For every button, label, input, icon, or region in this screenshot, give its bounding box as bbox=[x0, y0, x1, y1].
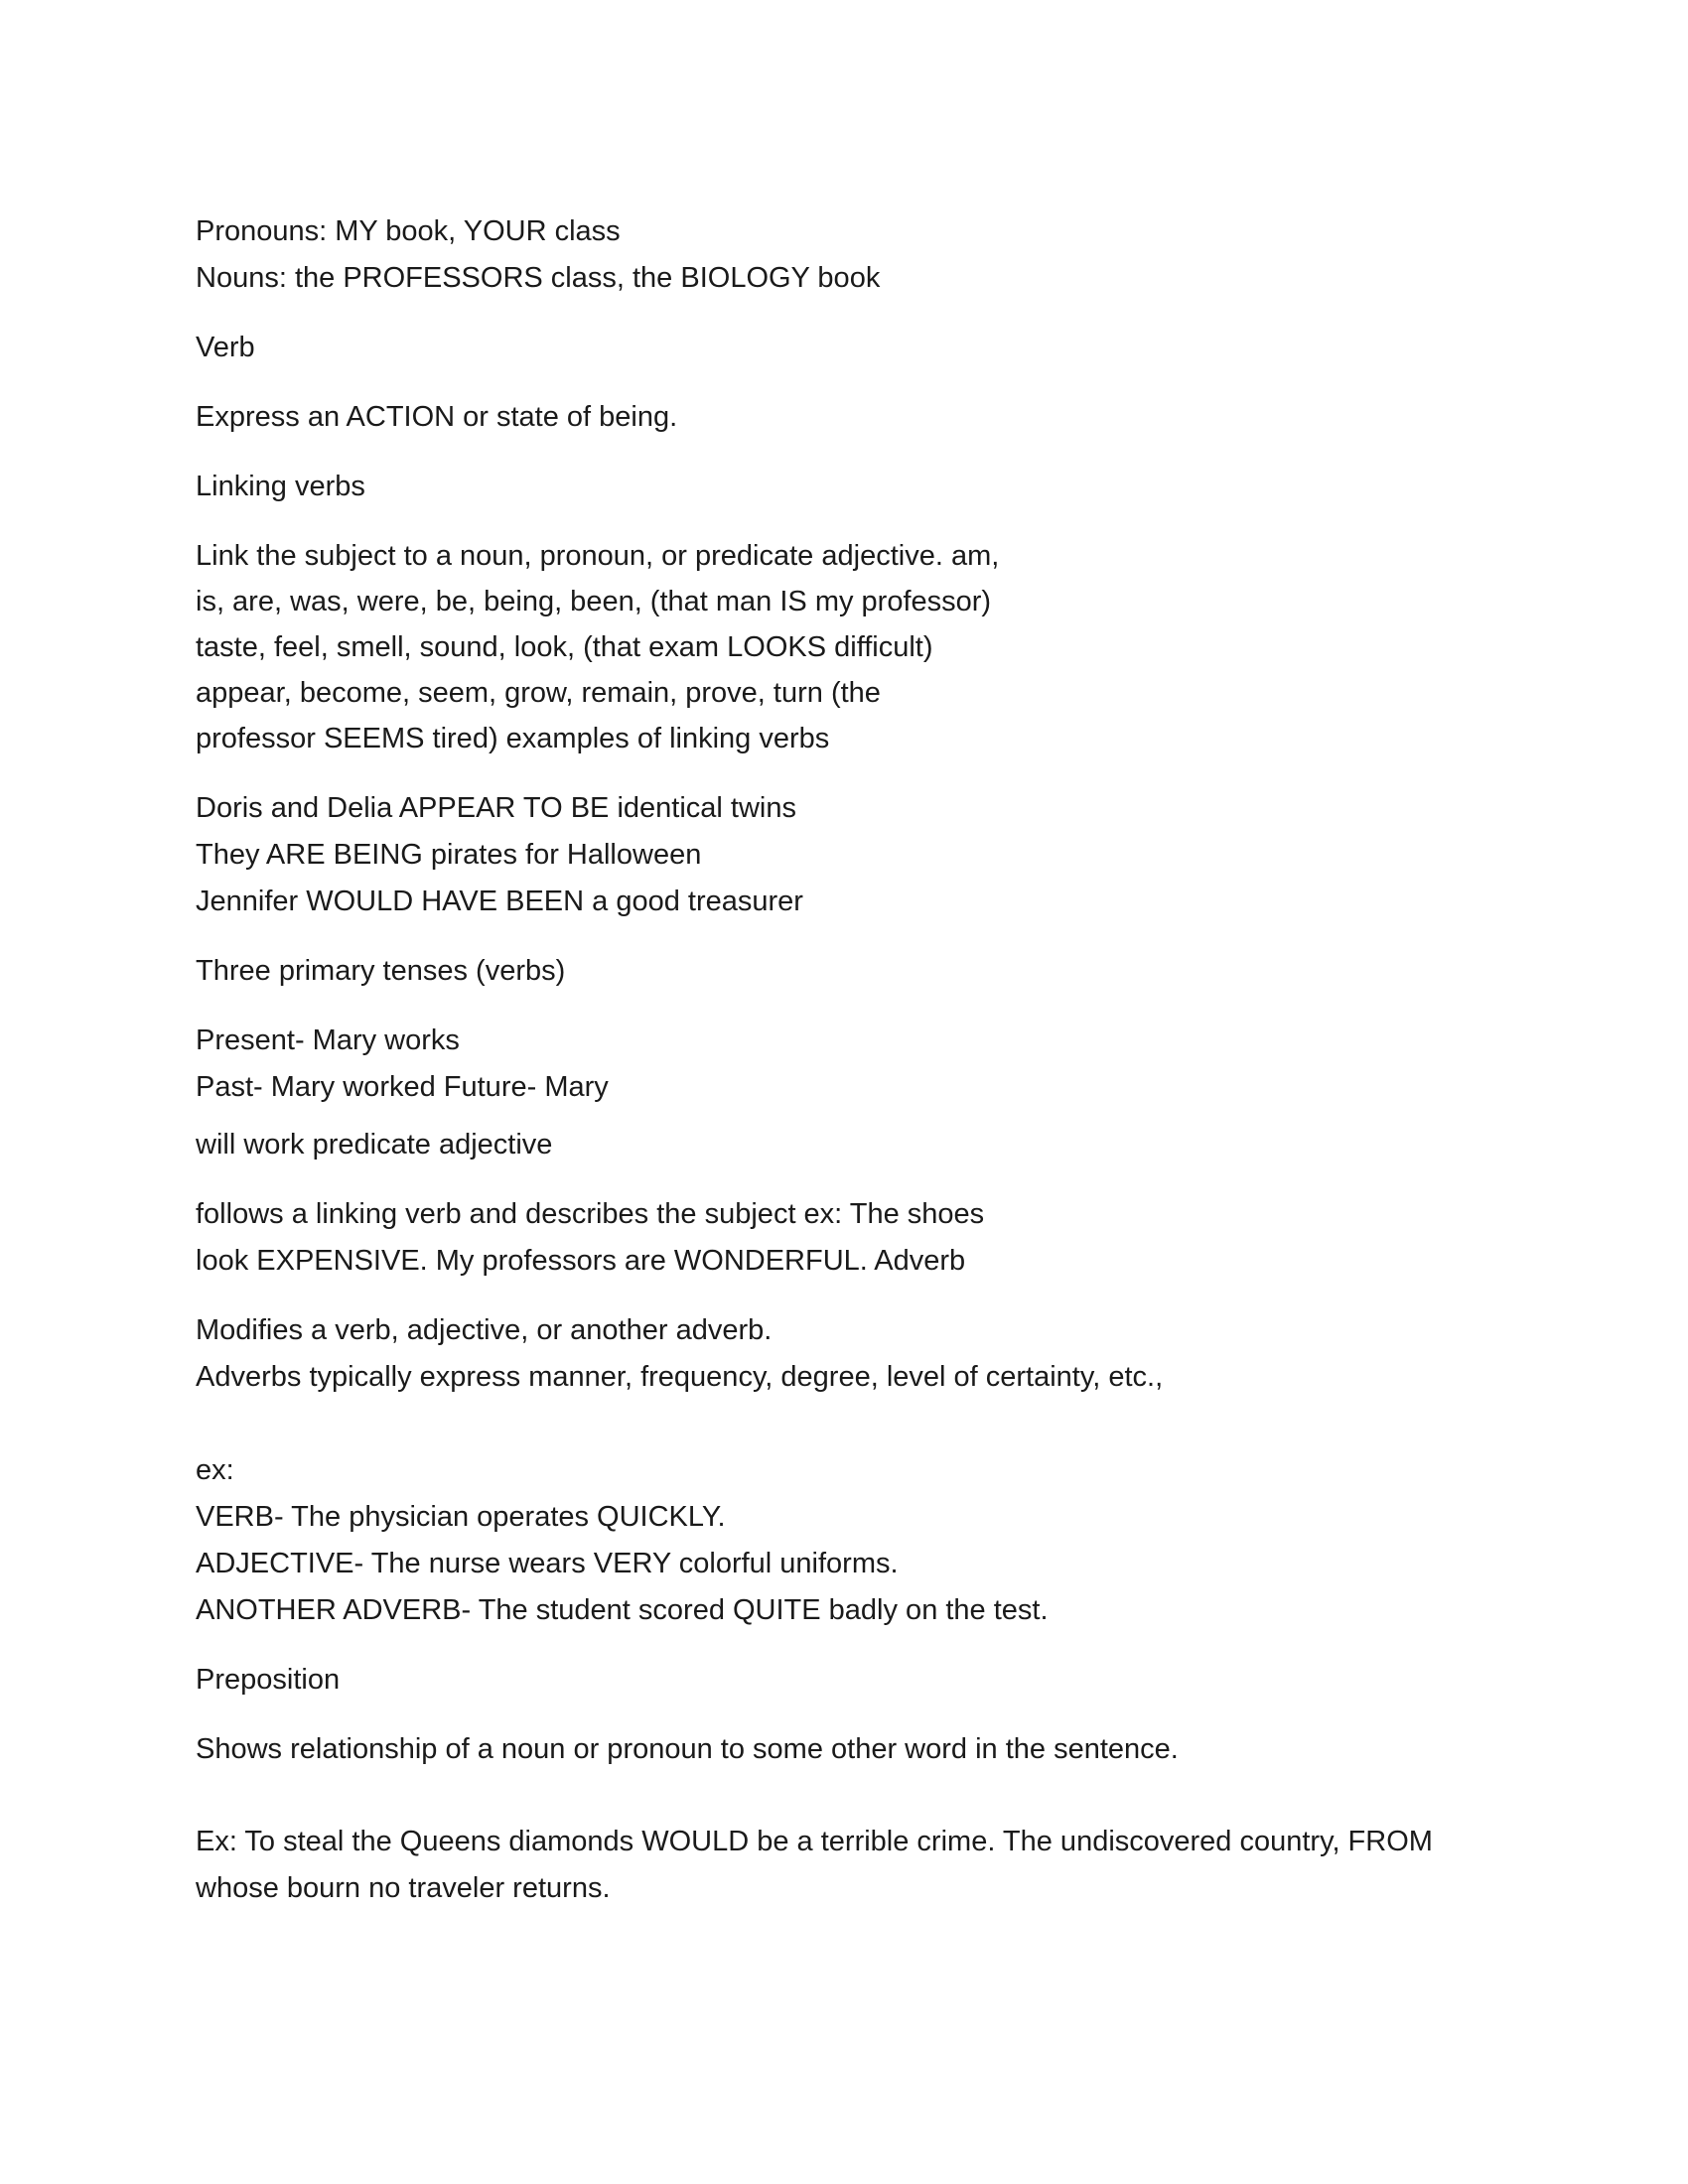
text-line: Shows relationship of a noun or pronoun to some other word in the sentence. bbox=[196, 1733, 1179, 1765]
text-line: Present- Mary works bbox=[196, 1024, 460, 1056]
text-line: Past- Mary worked Future- Mary bbox=[196, 1071, 609, 1103]
text-line: ANOTHER ADVERB- The student scored QUITE badly on the test. bbox=[196, 1594, 1049, 1626]
text-line: ex: bbox=[196, 1454, 234, 1486]
text-line: ADJECTIVE- The nurse wears VERY colorful uniforms. bbox=[196, 1548, 899, 1579]
text-line: Modifies a verb, adjective, or another adverb. bbox=[196, 1314, 773, 1346]
text-line: appear, become, seem, grow, remain, prove, turn (the bbox=[196, 677, 881, 709]
text-line: Link the subject to a noun, pronoun, or predicate adjective. am, bbox=[196, 540, 1000, 572]
text-line: look EXPENSIVE. My professors are WONDERFUL. Adverb bbox=[196, 1245, 966, 1277]
text-line: Jennifer WOULD HAVE BEEN a good treasurer bbox=[196, 886, 803, 917]
text-line: Adverbs typically express manner, frequency, degree, level of certainty, etc., bbox=[196, 1361, 1164, 1393]
section-heading-tenses: Three primary tenses (verbs) bbox=[196, 955, 566, 987]
text-line: follows a linking verb and describes the subject ex: The shoes bbox=[196, 1198, 985, 1230]
text-line: whose bourn no traveler returns. bbox=[196, 1872, 611, 1904]
text-line: Nouns: the PROFESSORS class, the BIOLOGY book bbox=[196, 262, 881, 294]
text-line: taste, feel, smell, sound, look, (that exam LOOKS difficult) bbox=[196, 631, 933, 663]
text-line: Pronouns: MY book, YOUR class bbox=[196, 215, 621, 247]
section-heading-preposition: Preposition bbox=[196, 1664, 341, 1696]
text-line: will work predicate adjective bbox=[196, 1129, 553, 1160]
text-line: Ex: To steal the Queens diamonds WOULD be a terrible crime. The undiscovered country, FROM bbox=[196, 1826, 1433, 1857]
text-line: Doris and Delia APPEAR TO BE identical twins bbox=[196, 792, 796, 824]
text-line: Express an ACTION or state of being. bbox=[196, 401, 678, 433]
text-line: is, are, was, were, be, being, been, (that man IS my professor) bbox=[196, 586, 992, 617]
text-line: They ARE BEING pirates for Halloween bbox=[196, 839, 702, 871]
section-heading-linking-verbs: Linking verbs bbox=[196, 471, 365, 502]
section-heading-verb: Verb bbox=[196, 332, 255, 363]
text-line: VERB- The physician operates QUICKLY. bbox=[196, 1501, 726, 1533]
text-line: professor SEEMS tired) examples of linking verbs bbox=[196, 723, 830, 754]
